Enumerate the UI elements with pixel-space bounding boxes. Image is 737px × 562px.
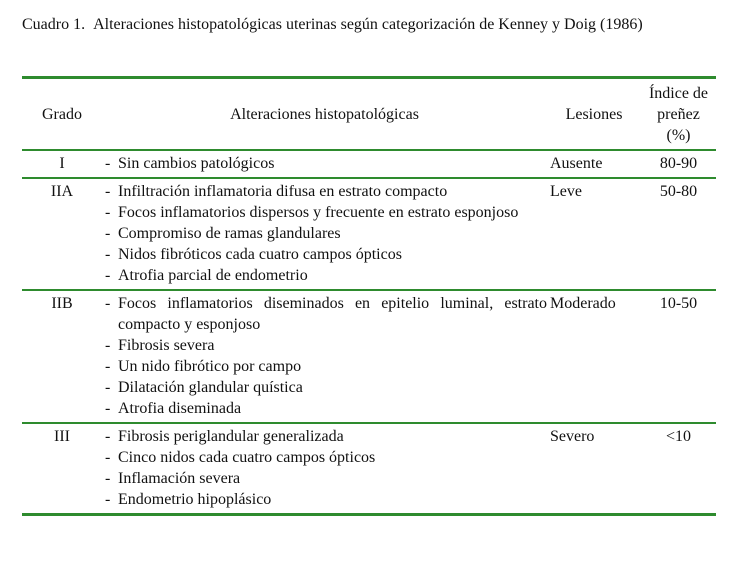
list-item xyxy=(105,293,547,335)
list-item xyxy=(105,377,547,398)
cell-alteraciones xyxy=(102,426,547,510)
list-item-text: Cinco nidos cada cuatro campos ópticos xyxy=(118,449,376,466)
list-item xyxy=(105,489,547,510)
list-dash: - xyxy=(105,400,111,417)
list-item xyxy=(105,153,547,174)
cell-grado: I xyxy=(59,155,65,172)
cell-grado: III xyxy=(54,428,70,445)
list-item xyxy=(105,398,547,419)
list-item-text: Sin cambios patológicos xyxy=(118,155,275,172)
cell-alteraciones xyxy=(102,153,547,174)
list-item xyxy=(105,244,547,265)
list-item-text: Un nido fibrótico por campo xyxy=(118,358,302,375)
header-grado: Grado xyxy=(42,105,82,123)
cell-lesiones: Leve xyxy=(550,183,582,200)
list-item-text: Dilatación glandular quística xyxy=(118,379,303,396)
list-item xyxy=(105,356,547,377)
list-item xyxy=(105,181,547,202)
alteraciones-list xyxy=(105,153,547,174)
list-dash: - xyxy=(105,204,111,221)
cell-grado: IIB xyxy=(51,295,73,312)
list-item-text: Nidos fibróticos cada cuatro campos ópticos xyxy=(118,246,402,263)
list-dash: - xyxy=(105,267,111,284)
list-dash: - xyxy=(105,491,111,508)
list-item xyxy=(105,335,547,356)
list-item xyxy=(105,447,547,468)
header-indice xyxy=(641,83,716,146)
list-item-text: Atrofia parcial de endometrio xyxy=(118,267,308,284)
list-dash: - xyxy=(105,183,111,200)
list-item xyxy=(105,265,547,286)
list-dash: - xyxy=(105,225,111,242)
table-row xyxy=(22,151,716,177)
header-lesiones: Lesiones xyxy=(565,105,623,123)
list-dash: - xyxy=(105,358,111,375)
alteraciones-list xyxy=(105,426,547,510)
table-row xyxy=(22,291,716,422)
list-dash: - xyxy=(105,337,111,354)
cell-lesiones: Moderado xyxy=(550,295,616,312)
cell-alteraciones xyxy=(102,293,547,419)
list-item-text: Fibrosis severa xyxy=(118,337,215,354)
list-item-text: Atrofia diseminada xyxy=(118,400,242,417)
table-caption xyxy=(22,14,716,35)
list-dash: - xyxy=(105,379,111,396)
cell-indice: <10 xyxy=(665,428,692,445)
header-alteraciones: Alteraciones histopatológicas xyxy=(230,105,419,123)
list-item xyxy=(105,426,547,447)
table-row xyxy=(22,179,716,289)
cell-indice: 80-90 xyxy=(659,155,698,172)
alteraciones-list xyxy=(105,293,547,419)
list-item-text: Compromiso de ramas glandulares xyxy=(118,225,341,242)
table-row xyxy=(22,424,716,513)
list-dash: - xyxy=(105,449,111,466)
cell-lesiones: Ausente xyxy=(550,155,603,172)
list-dash: - xyxy=(105,428,111,445)
table-bottom-rule xyxy=(22,513,716,516)
cell-indice: 10-50 xyxy=(659,295,698,312)
header-indice-line1: Índice de xyxy=(648,84,709,102)
list-item xyxy=(105,223,547,244)
list-item-text: Infiltración inflamatoria difusa en estrato compacto xyxy=(118,183,448,200)
list-dash: - xyxy=(105,470,111,487)
list-item-text: Inflamación severa xyxy=(118,470,241,487)
histopathology-table xyxy=(22,76,716,516)
list-dash: - xyxy=(105,155,111,172)
list-item-text: Fibrosis periglandular generalizada xyxy=(118,428,344,445)
header-indice-line2: preñez xyxy=(657,105,700,123)
list-item xyxy=(105,468,547,489)
header-indice-line3: (%) xyxy=(666,126,691,144)
cell-indice: 50-80 xyxy=(659,183,698,200)
list-dash: - xyxy=(105,246,111,263)
list-item-text: Endometrio hipoplásico xyxy=(118,491,272,508)
table-header-row xyxy=(22,79,716,149)
table-body xyxy=(22,151,716,513)
list-item-text: Focos inflamatorios dispersos y frecuente en estrato esponjoso xyxy=(118,204,519,221)
alteraciones-list xyxy=(105,181,547,286)
list-item-text: Focos inflamatorios diseminados en epitelio luminal, estrato compacto y esponjoso xyxy=(118,295,547,333)
caption-text: Alteraciones histopatológicas uterinas según categorización de Kenney y Doig (1986) xyxy=(93,16,643,33)
cell-alteraciones xyxy=(102,181,547,286)
list-dash: - xyxy=(105,295,111,312)
caption-label: Cuadro 1. xyxy=(22,16,86,33)
list-item xyxy=(105,202,547,223)
cell-lesiones: Severo xyxy=(550,428,595,445)
cell-grado: IIA xyxy=(50,183,74,200)
